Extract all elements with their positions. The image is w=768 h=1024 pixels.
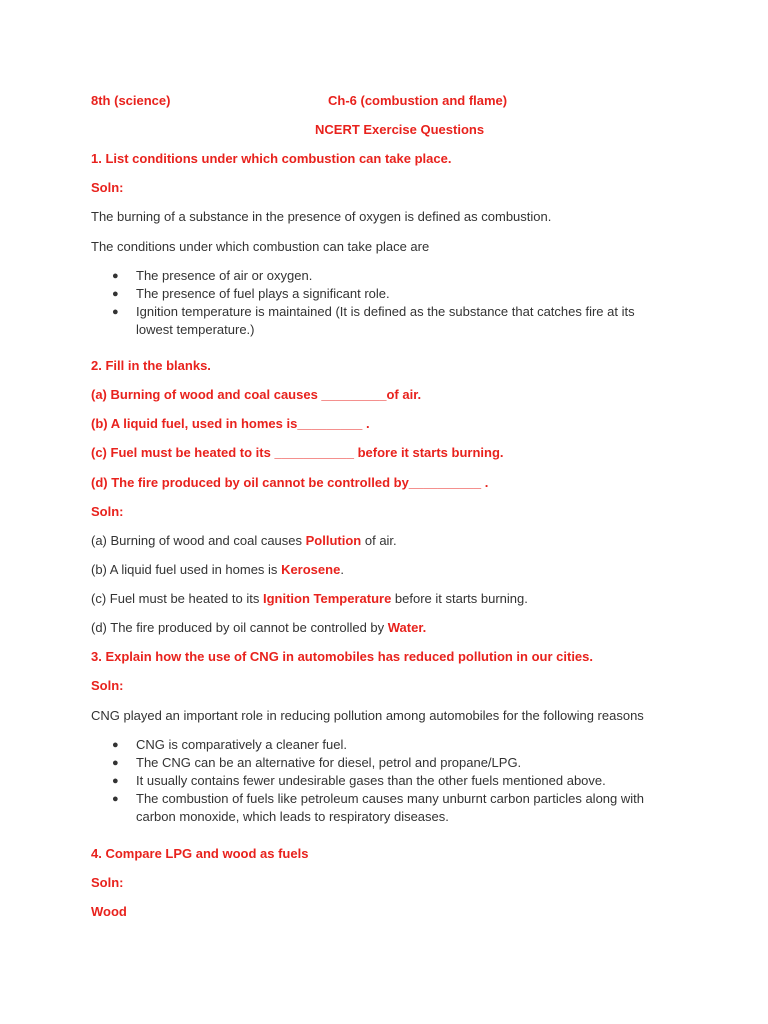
class-label: 8th (science) xyxy=(91,93,171,108)
q2-soln-label: Soln: xyxy=(91,504,124,519)
bullet-dot-icon: ● xyxy=(112,775,119,787)
answer-highlight: Kerosene xyxy=(281,562,341,577)
question-1: 1. List conditions under which combustion can take place. xyxy=(91,151,452,166)
list-item xyxy=(91,736,671,754)
list-item xyxy=(91,267,671,285)
q4-wood-heading: Wood xyxy=(91,904,127,919)
list-item-text: The CNG can be an alternative for diesel, petrol and propane/LPG. xyxy=(136,755,522,770)
answer-text: (c) Fuel must be heated to its xyxy=(91,591,263,606)
answer-text: (d) The fire produced by oil cannot be controlled by xyxy=(91,620,388,635)
list-item-text: The combustion of fuels like petroleum causes many unburnt carbon particles along with carbon monoxide, which leads to respiratory diseases. xyxy=(136,791,644,824)
bullet-dot-icon: ● xyxy=(112,288,119,300)
q2-blank-d: (d) The fire produced by oil cannot be controlled by__________ . xyxy=(91,475,489,490)
q2-blank-a: (a) Burning of wood and coal causes _________of air. xyxy=(91,387,422,402)
q1-bullet-list xyxy=(91,267,671,339)
q2-blank-c: (c) Fuel must be heated to its ___________ before it starts burning. xyxy=(91,445,504,460)
q4-soln-label: Soln: xyxy=(91,875,124,890)
answer-text: . xyxy=(340,562,344,577)
list-item xyxy=(91,754,671,772)
list-item-text: CNG is comparatively a cleaner fuel. xyxy=(136,737,347,752)
chapter-label: Ch-6 (combustion and flame) xyxy=(328,93,508,108)
answer-highlight: Water. xyxy=(387,620,427,635)
q2-answer-c xyxy=(91,590,528,608)
q3-soln-label: Soln: xyxy=(91,678,124,693)
answer-text: of air. xyxy=(361,533,397,548)
q1-soln-label: Soln: xyxy=(91,180,124,195)
list-item xyxy=(91,285,671,303)
q2-answer-d xyxy=(91,619,426,637)
q1-definition: The burning of a substance in the presence of oxygen is defined as combustion. xyxy=(91,209,552,224)
answer-text: before it starts burning. xyxy=(391,591,528,606)
q3-intro: CNG played an important role in reducing pollution among automobiles for the following reasons xyxy=(91,708,644,723)
list-item xyxy=(91,790,671,826)
bullet-dot-icon: ● xyxy=(112,270,119,282)
answer-text: (b) A liquid fuel used in homes is xyxy=(91,562,282,577)
bullet-dot-icon: ● xyxy=(112,306,119,318)
list-item xyxy=(91,772,671,790)
bullet-dot-icon: ● xyxy=(112,739,119,751)
answer-highlight: Ignition Temperature xyxy=(262,591,392,606)
q2-blank-b: (b) A liquid fuel, used in homes is_________ . xyxy=(91,416,370,431)
bullet-dot-icon: ● xyxy=(112,757,119,769)
list-item-text: It usually contains fewer undesirable gases than the other fuels mentioned above. xyxy=(136,773,606,788)
list-item-text: Ignition temperature is maintained (It is defined as the substance that catches fire at its lowest temperature.) xyxy=(136,304,635,337)
list-item-text: The presence of air or oxygen. xyxy=(136,268,313,283)
answer-text: (a) Burning of wood and coal causes xyxy=(91,533,306,548)
question-3: 3. Explain how the use of CNG in automobiles has reduced pollution in our cities. xyxy=(91,649,594,664)
q3-bullet-list xyxy=(91,736,671,826)
q2-answer-a xyxy=(91,532,397,550)
answer-highlight: Pollution xyxy=(305,533,362,548)
list-item-text: The presence of fuel plays a significant role. xyxy=(136,286,390,301)
q2-answer-b xyxy=(91,561,344,579)
list-item xyxy=(91,303,671,339)
q1-conditions-intro: The conditions under which combustion can take place are xyxy=(91,239,430,254)
question-4: 4. Compare LPG and wood as fuels xyxy=(91,846,309,861)
bullet-dot-icon: ● xyxy=(112,793,119,805)
question-2: 2. Fill in the blanks. xyxy=(91,358,211,373)
page-subtitle: NCERT Exercise Questions xyxy=(315,122,485,137)
